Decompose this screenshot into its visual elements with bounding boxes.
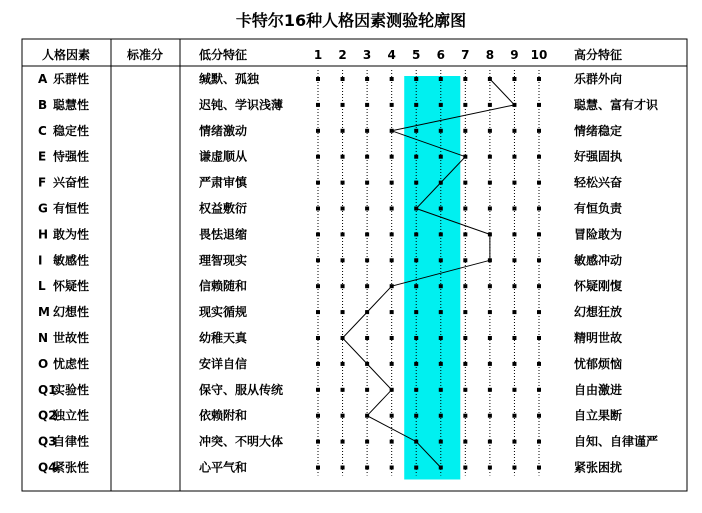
low-trait: 信赖随和 [199,279,248,294]
low-trait: 保守、服从传统 [199,382,284,397]
grid-marker [463,310,467,314]
grid-marker [390,103,394,107]
high-trait: 幻想狂放 [574,305,623,320]
grid-marker [390,362,394,366]
factor-name: 聪慧性 [53,97,90,112]
grid-marker [512,284,516,288]
header-low-traits: 低分特征 [199,48,248,62]
grid-marker [316,414,320,418]
grid-marker [365,155,369,159]
grid-marker [488,414,492,418]
grid-marker [414,155,418,159]
high-trait: 乐群外向 [574,72,623,86]
grid-marker [512,207,516,211]
grid-marker [414,77,418,81]
factor-name: 自律性 [53,434,90,449]
grid-marker [414,362,418,366]
grid-marker [341,440,345,444]
x-tick-label: 5 [412,48,421,62]
grid-marker [488,388,492,392]
grid-marker [390,284,394,288]
grid-marker [463,77,467,81]
grid-marker [488,155,492,159]
grid-marker [463,181,467,185]
grid-marker [341,258,345,262]
grid-marker [316,388,320,392]
grid-marker [390,77,394,81]
grid-marker [512,362,516,366]
grid-marker [316,310,320,314]
grid-marker [488,466,492,470]
grid-marker [316,232,320,236]
grid-marker [463,388,467,392]
factor-name: 紧张性 [53,460,90,475]
grid-marker [439,103,443,107]
factor-name: 敏感性 [53,253,90,268]
grid-marker [488,232,492,236]
grid-marker [439,414,443,418]
grid-marker [390,232,394,236]
high-trait: 自立果断 [574,408,623,423]
factor-name: 稳定性 [53,123,90,138]
factor-code: M [38,305,50,320]
grid-marker [537,129,541,133]
factor-code: A [38,72,48,86]
factor-code: G [38,201,48,216]
grid-marker [365,77,369,81]
grid-marker [316,466,320,470]
factor-name: 兴奋性 [53,175,90,190]
grid-marker [512,258,516,262]
grid-marker [365,207,369,211]
grid-marker [414,103,418,107]
grid-marker [414,414,418,418]
high-trait: 忧郁烦恼 [574,356,623,371]
grid-marker [390,336,394,340]
header-standard-score: 标准分 [126,48,164,62]
grid-marker [512,440,516,444]
grid-marker [390,258,394,262]
grid-marker [488,362,492,366]
grid-marker [488,207,492,211]
grid-marker [316,181,320,185]
grid-marker [341,388,345,392]
grid-marker [463,440,467,444]
grid-marker [537,232,541,236]
grid-marker [439,181,443,185]
grid-marker [414,336,418,340]
grid-marker [537,155,541,159]
grid-marker [439,362,443,366]
factor-name: 恃强性 [53,149,90,164]
high-trait: 冒险敢为 [574,227,623,242]
grid-marker [341,284,345,288]
low-trait: 情绪激动 [199,123,248,138]
grid-marker [390,155,394,159]
factor-code: L [38,279,46,294]
grid-marker [512,310,516,314]
grid-marker [512,388,516,392]
grid-marker [488,103,492,107]
grid-marker [488,440,492,444]
grid-marker [341,466,345,470]
grid-marker [488,310,492,314]
grid-marker [488,129,492,133]
factor-name: 有恒性 [53,201,90,216]
grid-marker [365,440,369,444]
factor-code: N [38,331,49,345]
factor-code: I [38,253,43,268]
high-trait: 紧张困扰 [574,460,623,475]
grid-marker [365,414,369,418]
low-trait: 缄默、孤独 [199,72,260,86]
grid-marker [414,207,418,211]
grid-marker [537,388,541,392]
x-tick-label: 6 [436,48,445,62]
grid-marker [341,207,345,211]
grid-marker [365,129,369,133]
grid-marker [414,258,418,262]
grid-marker [316,258,320,262]
grid-marker [365,181,369,185]
x-tick-label: 10 [530,48,548,62]
x-tick-label: 4 [387,48,396,62]
x-tick-label: 1 [313,48,323,62]
factor-name: 实验性 [53,382,90,397]
grid-marker [439,207,443,211]
grid-marker [537,440,541,444]
grid-marker [365,258,369,262]
grid-marker [439,336,443,340]
grid-marker [316,336,320,340]
grid-marker [439,388,443,392]
grid-marker [341,77,345,81]
high-trait: 有恒负责 [574,201,623,216]
grid-marker [414,284,418,288]
x-tick-label: 8 [485,48,495,62]
grid-marker [316,440,320,444]
grid-marker [414,129,418,133]
grid-marker [365,336,369,340]
grid-marker [439,155,443,159]
grid-marker [463,362,467,366]
grid-marker [537,77,541,81]
grid-marker [414,466,418,470]
grid-marker [390,129,394,133]
high-trait: 自由激进 [574,382,623,397]
grid-marker [341,310,345,314]
grid-marker [316,207,320,211]
grid-marker [414,388,418,392]
grid-marker [439,466,443,470]
grid-marker [390,466,394,470]
grid-marker [316,284,320,288]
low-trait: 理智现实 [199,253,248,268]
grid-marker [463,284,467,288]
grid-marker [341,336,345,340]
low-trait: 畏怯退缩 [199,227,248,242]
grid-marker [365,466,369,470]
grid-marker [316,77,320,81]
grid-marker [439,258,443,262]
grid-marker [463,155,467,159]
grid-marker [341,103,345,107]
grid-marker [537,258,541,262]
grid-marker [463,129,467,133]
high-trait: 好强固执 [574,149,623,164]
grid-marker [463,466,467,470]
grid-marker [537,207,541,211]
grid-marker [341,362,345,366]
factor-name: 幻想性 [53,305,90,320]
high-trait: 精明世故 [574,331,623,345]
grid-marker [390,440,394,444]
grid-marker [463,232,467,236]
grid-marker [463,336,467,340]
high-trait: 自知、自律谨严 [574,434,659,449]
grid-marker [488,284,492,288]
low-trait: 现实循规 [199,305,248,320]
grid-marker [390,181,394,185]
low-trait: 严肃审慎 [199,175,248,190]
grid-marker [537,103,541,107]
grid-marker [512,155,516,159]
grid-marker [365,284,369,288]
factor-code: Q4 [38,460,57,475]
low-trait: 谦虚顺从 [199,149,248,164]
grid-marker [439,129,443,133]
grid-marker [365,103,369,107]
grid-marker [537,362,541,366]
factor-code: O [38,356,49,371]
grid-marker [414,440,418,444]
grid-marker [341,414,345,418]
grid-marker [537,310,541,314]
low-trait: 心平气和 [199,460,248,475]
grid-marker [512,466,516,470]
low-trait: 安详自信 [199,356,248,371]
grid-marker [390,388,394,392]
factor-name: 敢为性 [53,227,90,242]
grid-marker [512,232,516,236]
grid-marker [439,310,443,314]
low-trait: 幼稚天真 [199,331,248,345]
grid-marker [537,284,541,288]
grid-marker [537,414,541,418]
grid-marker [341,129,345,133]
grid-marker [316,362,320,366]
grid-marker [512,77,516,81]
grid-marker [414,232,418,236]
grid-marker [365,362,369,366]
grid-marker [316,103,320,107]
grid-marker [414,310,418,314]
factor-name: 独立性 [53,408,90,423]
factor-name: 忧虑性 [53,356,90,371]
grid-marker [537,181,541,185]
grid-marker [512,103,516,107]
grid-marker [365,232,369,236]
low-trait: 迟钝、学识浅薄 [199,97,284,112]
factor-code: H [38,227,49,242]
grid-marker [414,181,418,185]
factor-code: F [38,175,47,190]
x-tick-label: 3 [362,48,372,62]
grid-marker [463,207,467,211]
x-tick-label: 2 [338,48,347,62]
low-trait: 冲突、不明大体 [199,434,284,449]
high-trait: 聪慧、富有才识 [574,97,659,112]
grid-marker [512,181,516,185]
low-trait: 依赖附和 [199,408,248,423]
header-high-traits: 高分特征 [574,48,623,62]
factor-code: C [38,123,47,138]
grid-marker [512,414,516,418]
grid-marker [316,129,320,133]
header-factor: 人格因素 [41,48,91,62]
factor-name: 乐群性 [53,72,90,86]
grid-marker [488,258,492,262]
high-trait: 怀疑刚愎 [574,279,623,294]
grid-marker [463,414,467,418]
grid-marker [488,77,492,81]
grid-marker [537,466,541,470]
high-trait: 轻松兴奋 [574,175,623,190]
grid-marker [439,232,443,236]
grid-marker [512,336,516,340]
grid-marker [316,155,320,159]
grid-marker [488,336,492,340]
chart-title: 卡特尔16种人格因素测验轮廓图 [235,11,467,30]
grid-marker [512,129,516,133]
x-tick-label: 9 [510,48,519,62]
average-range-band [404,76,460,480]
grid-marker [365,388,369,392]
grid-marker [341,181,345,185]
high-trait: 敏感冲动 [574,253,623,268]
grid-marker [341,232,345,236]
grid-marker [390,310,394,314]
factor-name: 世故性 [53,331,90,345]
high-trait: 情绪稳定 [574,123,623,138]
grid-marker [463,258,467,262]
factor-code: Q3 [38,434,57,449]
grid-marker [390,414,394,418]
grid-marker [365,310,369,314]
grid-marker [488,181,492,185]
grid-marker [439,440,443,444]
factor-code: Q1 [38,382,57,397]
factor-code: E [38,149,47,164]
grid-marker [439,284,443,288]
grid-marker [390,207,394,211]
grid-marker [439,77,443,81]
x-tick-label: 7 [461,48,470,62]
grid-marker [537,336,541,340]
factor-name: 怀疑性 [53,279,90,294]
grid-marker [463,103,467,107]
factor-code: B [38,97,48,112]
factor-code: Q2 [38,408,57,423]
low-trait: 权益敷衍 [199,201,248,216]
grid-marker [341,155,345,159]
